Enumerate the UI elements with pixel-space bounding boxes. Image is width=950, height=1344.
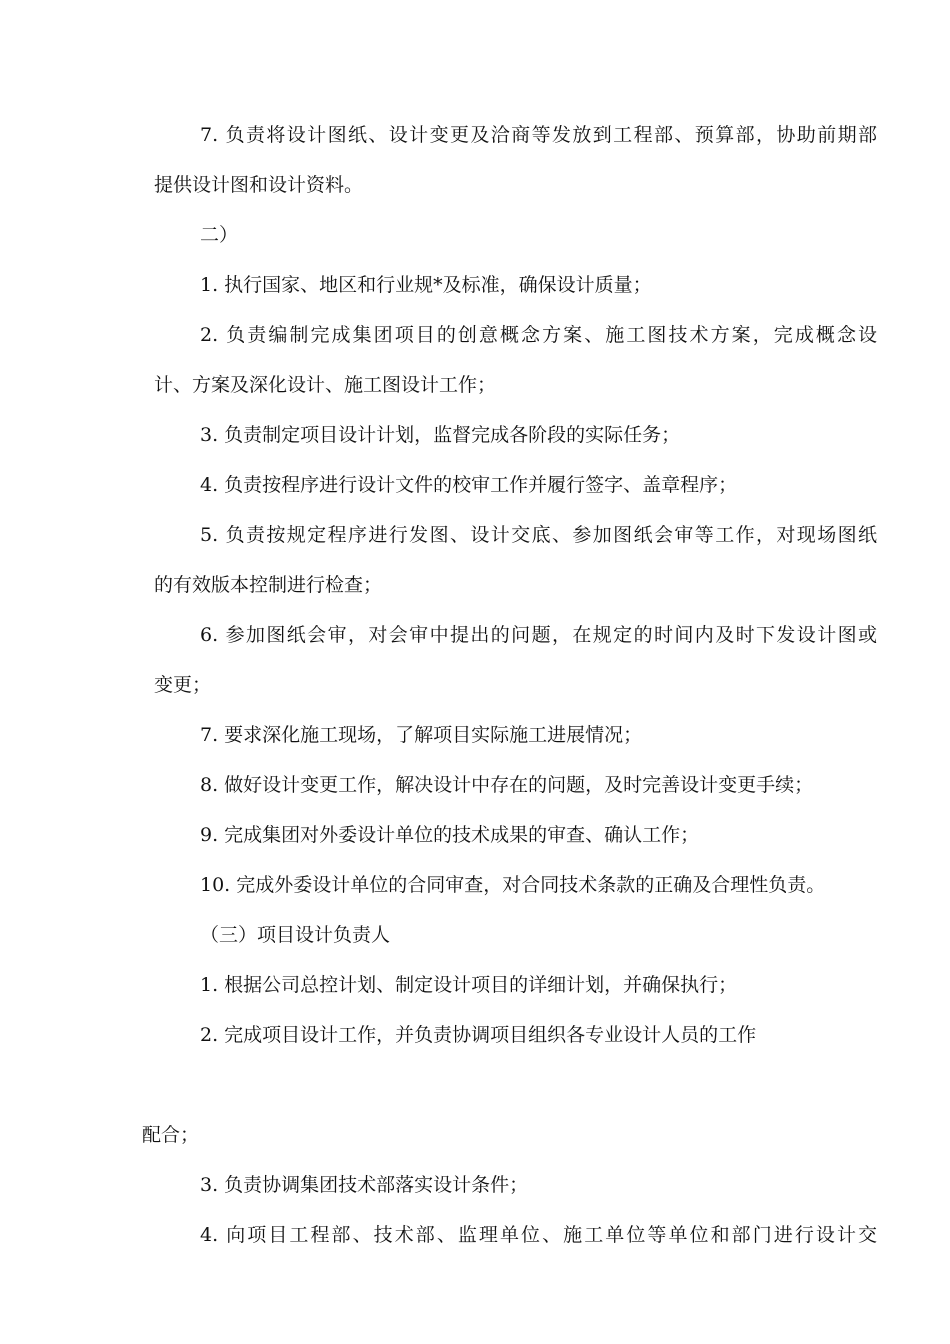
paragraph-line: 8. 做好设计变更工作，解决设计中存在的问题，及时完善设计变更手续； bbox=[200, 774, 814, 796]
paragraph-line: 计、方案及深化设计、施工图设计工作； bbox=[154, 374, 497, 396]
paragraph-line: 9. 完成集团对外委设计单位的技术成果的审查、确认工作； bbox=[200, 824, 700, 846]
paragraph-line: 6. 参加图纸会审，对会审中提出的问题，在规定的时间内及时下发设计图或 bbox=[200, 624, 877, 646]
paragraph-line: 10. 完成外委设计单位的合同审查，对合同技术条款的正确及合理性负责。 bbox=[200, 874, 826, 896]
paragraph-line: 1. 执行国家、地区和行业规*及标准，确保设计质量； bbox=[200, 274, 652, 296]
paragraph-line: 4. 负责按程序进行设计文件的校审工作并履行签字、盖章程序； bbox=[200, 474, 738, 496]
paragraph-line: 2. 负责编制完成集团项目的创意概念方案、施工图技术方案，完成概念设 bbox=[200, 324, 877, 346]
paragraph-line: 7. 要求深化施工现场，了解项目实际施工进展情况； bbox=[200, 724, 643, 746]
paragraph-line: 变更； bbox=[154, 674, 212, 696]
paragraph-line: 3. 负责协调集团技术部落实设计条件； bbox=[200, 1174, 529, 1196]
paragraph-line: 配合； bbox=[142, 1124, 200, 1146]
paragraph-line: 1. 根据公司总控计划、制定设计项目的详细计划，并确保执行； bbox=[200, 974, 738, 996]
paragraph-line: 的有效版本控制进行检查； bbox=[154, 574, 383, 596]
section-heading: （三）项目设计负责人 bbox=[200, 924, 391, 946]
paragraph-line: 2. 完成项目设计工作，并负责协调项目组织各专业设计人员的工作 bbox=[200, 1024, 757, 1046]
paragraph-line: 3. 负责制定项目设计计划，监督完成各阶段的实际任务； bbox=[200, 424, 681, 446]
paragraph-line: 4. 向项目工程部、技术部、监理单位、施工单位等单位和部门进行设计交 bbox=[200, 1224, 877, 1246]
section-heading: 二） bbox=[200, 224, 239, 246]
paragraph-line: 提供设计图和设计资料。 bbox=[154, 174, 364, 196]
paragraph-line: 5. 负责按规定程序进行发图、设计交底、参加图纸会审等工作，对现场图纸 bbox=[200, 524, 877, 546]
paragraph-line: 7. 负责将设计图纸、设计变更及洽商等发放到工程部、预算部，协助前期部 bbox=[200, 124, 877, 146]
